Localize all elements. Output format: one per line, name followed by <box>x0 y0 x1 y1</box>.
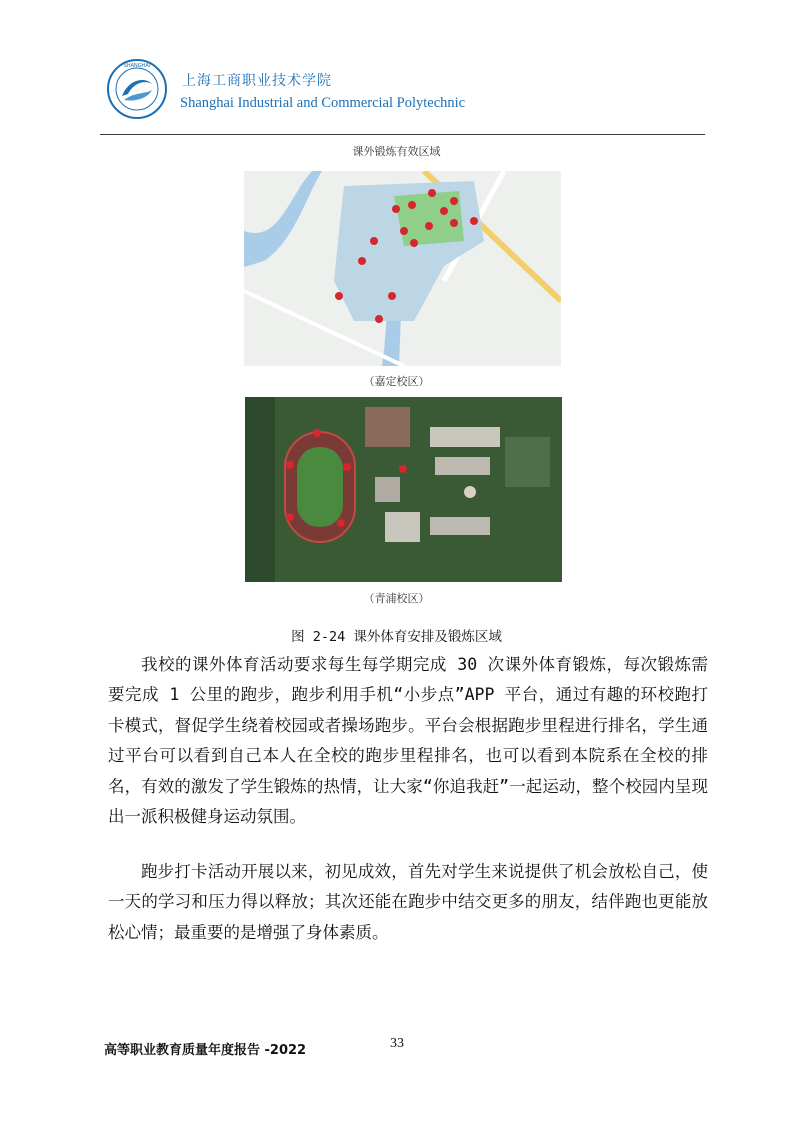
map-title: 课外锻炼有效区域 <box>352 145 441 158</box>
page-number: 33 <box>390 1036 404 1051</box>
campus1-caption: （嘉定校区） <box>363 375 430 388</box>
jiading-campus-map <box>244 171 561 366</box>
school-name-en: Shanghai Industrial and Commercial Polytechnic <box>180 95 466 111</box>
report-title: 高等职业教育质量年度报告 -2022 <box>104 1043 307 1058</box>
body-paragraph-1: 我校的课外体育活动要求每生每学期完成 30 次课外体育锻炼，每次锻炼需要完成 1 公里的跑步，跑步利用手机“小步点”APP 平台，通过有趣的环校跑打卡模式，督促学生绕着校园或者操场跑步。平台会根据跑步里程进行排名，学生通过平台可以看到自己本人在全校的跑步里程排名，也可以看到本院系在全校的排名，有效的激发了学生锻炼的热情，让大家“你追我赶”一起运动，整个校园内呈现出一派积极健身运动氛围。 <box>108 655 708 827</box>
header-divider <box>100 134 705 135</box>
svg-text:SHANGHAI: SHANGHAI <box>123 63 151 69</box>
school-logo-icon <box>106 58 168 120</box>
campus2-caption: （青浦校区） <box>363 592 430 605</box>
school-name-cn: 上海工商职业技术学院 <box>182 73 332 89</box>
body-paragraph-2: 跑步打卡活动开展以来，初见成效，首先对学生来说提供了机会放松自己，使一天的学习和压力得以释放；其次还能在跑步中结交更多的朋友，结伴跑也更能放松心情；最重要的是增强了身体素质。 <box>108 862 708 942</box>
figure-caption: 图 2-24 课外体育安排及锻炼区域 <box>291 629 502 645</box>
page-header <box>100 50 705 136</box>
qingpu-campus-map <box>245 397 562 582</box>
